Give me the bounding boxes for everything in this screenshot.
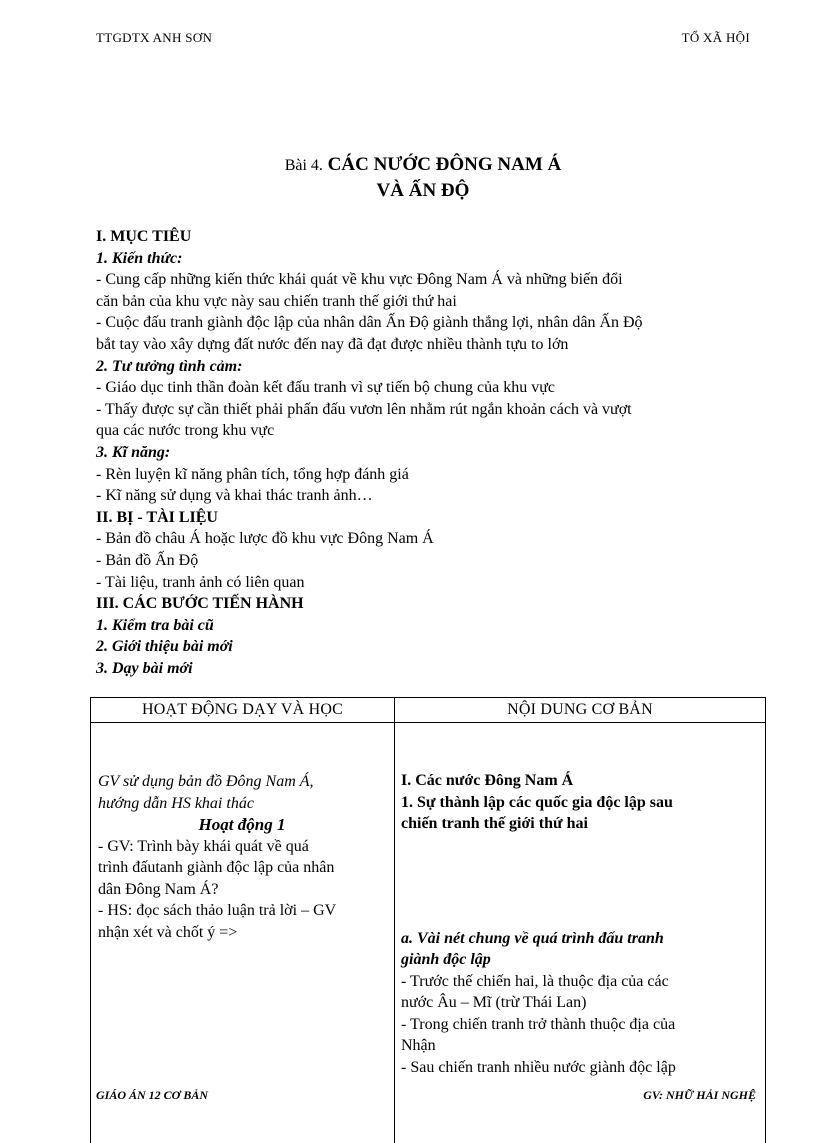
content-text-line: - Trước thế chiến hai, là thuộc địa của các [401, 971, 759, 993]
text-line: - Kĩ năng sử dụng và khai thác tranh ảnh… [96, 485, 756, 507]
subheading-skills: 3. Kĩ năng: [96, 442, 756, 464]
text-line: - Cuộc đấu tranh giành độc lập của nhân dân Ấn Độ giành thắng lợi, nhân dân Ấn Độ [96, 312, 756, 334]
activities-cell [91, 723, 395, 1143]
content-cell [395, 723, 766, 1143]
section-heading-materials: II. BỊ - TÀI LIỆU [96, 507, 756, 529]
text-line: - Cung cấp những kiến thức khái quát về khu vực Đông Nam Á và những biến đổi [96, 269, 756, 291]
activity-intro-line: GV sử dụng bản đồ Đông Nam Á, [98, 771, 386, 793]
content-text-line: nước Âu – Mĩ (trừ Thái Lan) [401, 992, 759, 1014]
footer-teacher-name: GV: NHỮ HẢI NGHỆ [643, 1088, 756, 1103]
table-header-activities: HOẠT ĐỘNG DẠY VÀ HỌC [91, 698, 395, 723]
text-line: - Giáo dục tinh thần đoàn kết đấu tranh vì sự tiến bộ chung của khu vực [96, 377, 756, 399]
subheading-introduction: 2. Giới thiệu bài mới [96, 636, 756, 658]
table-row [91, 723, 766, 1143]
subheading-review: 1. Kiểm tra bài cũ [96, 615, 756, 637]
section-heading-procedure: III. CÁC BƯỚC TIẾN HÀNH [96, 593, 756, 615]
section-heading-objectives: I. MỤC TIÊU [96, 226, 756, 248]
subheading-knowledge: 1. Kiến thức: [96, 248, 756, 270]
activity-text-line: trình đấutanh giành độc lập của nhân [98, 857, 386, 879]
header-school-name: TTGDTX ANH SƠN [96, 30, 212, 46]
content-section-heading: I. Các nước Đông Nam Á [401, 770, 759, 792]
lesson-objectives [96, 226, 756, 679]
subheading-teaching: 3. Dạy bài mới [96, 658, 756, 680]
text-line: bắt tay vào xây dựng đất nước đến nay đã đạt được nhiều thành tựu to lớn [96, 334, 756, 356]
page-header [96, 30, 750, 50]
activity-text-line: nhận xét và chốt ý => [98, 922, 386, 944]
lesson-title-line-1: CÁC NƯỚC ĐÔNG NAM Á [328, 154, 562, 175]
lesson-title [96, 152, 750, 203]
activity-text-line: - GV: Trình bày khái quát về quá [98, 836, 386, 858]
content-subheading-line: 1. Sự thành lập các quốc gia độc lập sau [401, 792, 759, 814]
activity-heading: Hoạt động 1 [98, 814, 386, 836]
text-line: - Rèn luyện kĩ năng phân tích, tổng hợp đánh giá [96, 464, 756, 486]
table-header-row [91, 698, 766, 723]
content-subheading-line: chiến tranh thế giới thứ hai [401, 813, 759, 835]
text-line: - Bản đồ Ấn Độ [96, 550, 756, 572]
subheading-attitude: 2. Tư tưởng tình cảm: [96, 356, 756, 378]
page-footer [96, 1088, 756, 1108]
lesson-title-line-2: VÀ ẤN ĐỘ [96, 178, 750, 203]
content-text-line: - Trong chiến tranh trở thành thuộc địa của [401, 1014, 759, 1036]
activity-intro-line: hướng dẫn HS khai thác [98, 793, 386, 815]
text-line: - Bản đồ châu Á hoặc lược đồ khu vực Đông Nam Á [96, 528, 756, 550]
text-line: căn bản của khu vực này sau chiến tranh thế giới thứ hai [96, 291, 756, 313]
header-department: TỔ XÃ HỘI [682, 30, 750, 46]
content-point-heading: giành độc lập [401, 949, 759, 971]
text-line: - Tài liệu, tranh ảnh có liên quan [96, 572, 756, 594]
lesson-table [90, 697, 766, 1143]
text-line: qua các nước trong khu vực [96, 420, 756, 442]
content-point-heading: a. Vài nét chung về quá trình đấu tranh [401, 928, 759, 950]
content-text-line: Nhận [401, 1035, 759, 1057]
activity-text-line: dân Đông Nam Á? [98, 879, 386, 901]
content-spacer [401, 835, 759, 928]
footer-document-name: GIÁO ÁN 12 CƠ BẢN [96, 1088, 208, 1103]
lesson-number: Bài 4. [285, 157, 323, 174]
content-text-line: - Sau chiến tranh nhiều nước giành độc lập [401, 1057, 759, 1079]
activity-text-line: - HS: đọc sách thảo luận trả lời – GV [98, 900, 386, 922]
table-header-content: NỘI DUNG CƠ BẢN [395, 698, 766, 723]
text-line: - Thấy được sự cần thiết phải phấn đấu vươn lên nhằm rút ngắn khoản cách và vượt [96, 399, 756, 421]
